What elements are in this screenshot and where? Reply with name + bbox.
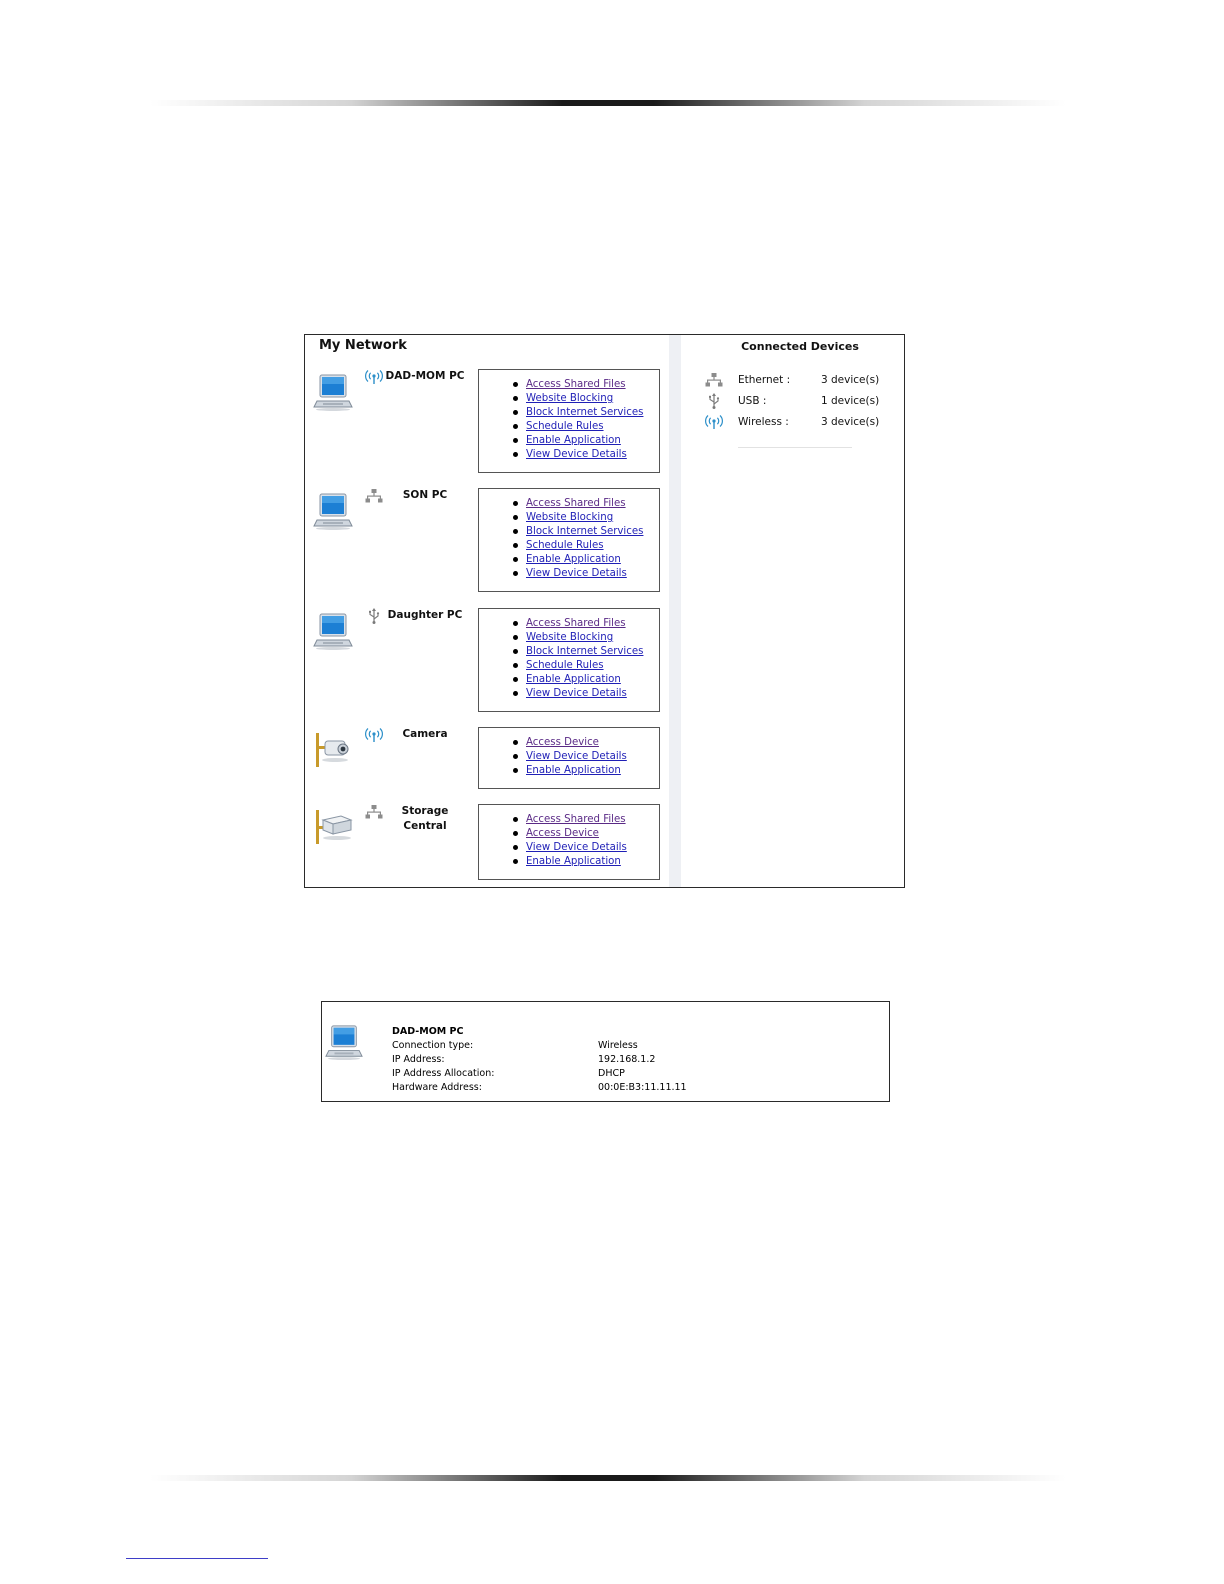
view-device-details-link[interactable]: View Device Details bbox=[526, 688, 627, 699]
my-network-title: My Network bbox=[319, 338, 407, 353]
device-action-menu bbox=[478, 369, 660, 473]
list-item bbox=[479, 539, 659, 553]
details-device-name: DAD-MOM PC bbox=[392, 1026, 464, 1037]
list-item bbox=[479, 617, 659, 631]
schedule-rules-link[interactable]: Schedule Rules bbox=[526, 421, 604, 432]
connected-label: Ethernet : bbox=[738, 374, 791, 386]
device-name-line1: Storage bbox=[401, 805, 449, 817]
enable-application-link[interactable]: Enable Application bbox=[526, 765, 621, 776]
list-item bbox=[479, 511, 659, 525]
list-item bbox=[479, 378, 659, 392]
device-name: DAD-MOM PC bbox=[385, 370, 465, 382]
laptop-icon[interactable] bbox=[313, 372, 353, 412]
device-name: Daughter PC bbox=[387, 609, 463, 621]
block-internet-services-link[interactable]: Block Internet Services bbox=[526, 407, 644, 418]
device-name: Camera bbox=[402, 728, 448, 740]
details-row-ip-allocation bbox=[392, 1067, 882, 1081]
enable-application-link[interactable]: Enable Application bbox=[526, 674, 621, 685]
footer-link-underline bbox=[126, 1558, 268, 1559]
view-device-details-link[interactable]: View Device Details bbox=[526, 568, 627, 579]
list-item bbox=[479, 645, 659, 659]
details-key: IP Address Allocation: bbox=[392, 1068, 495, 1079]
laptop-icon bbox=[325, 1023, 363, 1061]
wireless-icon bbox=[365, 369, 383, 385]
details-row-hardware-address bbox=[392, 1081, 882, 1095]
list-item bbox=[479, 841, 659, 855]
device-action-menu bbox=[478, 804, 660, 880]
list-item bbox=[479, 420, 659, 434]
website-blocking-link[interactable]: Website Blocking bbox=[526, 393, 614, 404]
access-shared-files-link[interactable]: Access Shared Files bbox=[526, 498, 626, 509]
list-item bbox=[479, 687, 659, 701]
enable-application-link[interactable]: Enable Application bbox=[526, 435, 621, 446]
device-details-panel bbox=[321, 1001, 890, 1102]
connected-devices-separator bbox=[738, 447, 852, 448]
wireless-icon bbox=[365, 727, 383, 743]
top-divider-bar bbox=[150, 100, 1066, 106]
camera-icon[interactable] bbox=[313, 731, 353, 767]
details-value: Wireless bbox=[598, 1040, 638, 1051]
connected-label: Wireless : bbox=[738, 416, 789, 428]
enable-application-link[interactable]: Enable Application bbox=[526, 554, 621, 565]
details-key: Connection type: bbox=[392, 1040, 474, 1051]
list-item bbox=[479, 855, 659, 869]
ethernet-icon bbox=[365, 804, 383, 820]
usb-icon bbox=[365, 608, 383, 624]
list-item bbox=[479, 448, 659, 462]
view-device-details-link[interactable]: View Device Details bbox=[526, 449, 627, 460]
my-network-screenshot bbox=[304, 334, 905, 888]
connected-count: 3 device(s) bbox=[821, 374, 880, 386]
storage-icon[interactable] bbox=[313, 808, 353, 844]
list-item bbox=[479, 827, 659, 841]
access-device-link[interactable]: Access Device bbox=[526, 828, 599, 839]
website-blocking-link[interactable]: Website Blocking bbox=[526, 632, 614, 643]
device-name: SON PC bbox=[402, 489, 448, 501]
bottom-divider-bar bbox=[150, 1475, 1066, 1481]
block-internet-services-link[interactable]: Block Internet Services bbox=[526, 646, 644, 657]
list-item bbox=[479, 659, 659, 673]
list-item bbox=[479, 567, 659, 581]
schedule-rules-link[interactable]: Schedule Rules bbox=[526, 660, 604, 671]
website-blocking-link[interactable]: Website Blocking bbox=[526, 512, 614, 523]
laptop-icon[interactable] bbox=[313, 491, 353, 531]
access-shared-files-link[interactable]: Access Shared Files bbox=[526, 379, 626, 390]
access-device-link[interactable]: Access Device bbox=[526, 737, 599, 748]
list-item bbox=[479, 497, 659, 511]
enable-application-link[interactable]: Enable Application bbox=[526, 856, 621, 867]
list-item bbox=[479, 750, 659, 764]
details-key: IP Address: bbox=[392, 1054, 445, 1065]
list-item bbox=[479, 392, 659, 406]
access-shared-files-link[interactable]: Access Shared Files bbox=[526, 618, 626, 629]
connected-label: USB : bbox=[738, 395, 767, 407]
ethernet-icon bbox=[365, 488, 383, 504]
view-device-details-link[interactable]: View Device Details bbox=[526, 842, 627, 853]
list-item bbox=[479, 631, 659, 645]
details-row-ip-address bbox=[392, 1053, 882, 1067]
details-value: 192.168.1.2 bbox=[598, 1054, 656, 1065]
device-name-line2: Central bbox=[403, 820, 447, 832]
details-value: 00:0E:B3:11.11.11 bbox=[598, 1082, 687, 1093]
list-item bbox=[479, 764, 659, 778]
block-internet-services-link[interactable]: Block Internet Services bbox=[526, 526, 644, 537]
access-shared-files-link[interactable]: Access Shared Files bbox=[526, 814, 626, 825]
ethernet-icon bbox=[705, 372, 723, 388]
device-action-menu bbox=[478, 608, 660, 712]
usb-icon bbox=[705, 393, 723, 409]
list-item bbox=[479, 736, 659, 750]
schedule-rules-link[interactable]: Schedule Rules bbox=[526, 540, 604, 551]
device-name bbox=[385, 804, 465, 834]
list-item bbox=[479, 553, 659, 567]
list-item bbox=[479, 813, 659, 827]
connected-devices-title: Connected Devices bbox=[741, 340, 859, 353]
device-action-menu bbox=[478, 488, 660, 592]
details-key: Hardware Address: bbox=[392, 1082, 482, 1093]
list-item bbox=[479, 673, 659, 687]
view-device-details-link[interactable]: View Device Details bbox=[526, 751, 627, 762]
list-item bbox=[479, 525, 659, 539]
wireless-icon bbox=[705, 414, 723, 430]
device-action-menu bbox=[478, 727, 660, 789]
list-item bbox=[479, 406, 659, 420]
panel-divider bbox=[669, 335, 681, 887]
laptop-icon[interactable] bbox=[313, 611, 353, 651]
details-value: DHCP bbox=[598, 1068, 625, 1079]
details-row-connection-type bbox=[392, 1039, 882, 1053]
connected-count: 3 device(s) bbox=[821, 416, 880, 428]
connected-count: 1 device(s) bbox=[821, 395, 880, 407]
list-item bbox=[479, 434, 659, 448]
